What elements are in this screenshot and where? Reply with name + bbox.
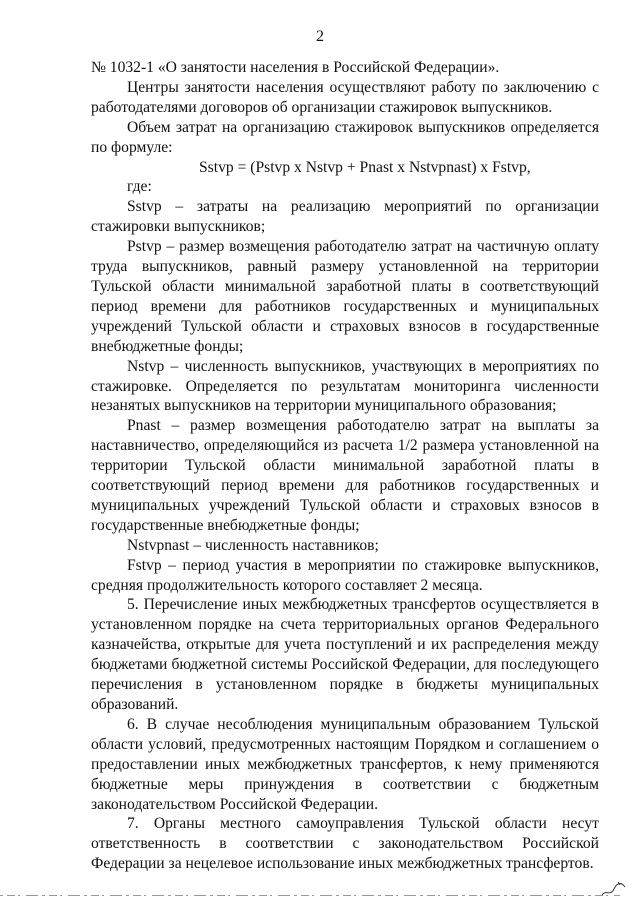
definition-pnast: Pnast – размер возмещения работодателю затрат на выплаты за наставничество, определяющийся из расчета 1/2 размера установленной на территории Тульской области минимальной заработной платы в соответствующий период времени для работников государственных и муниципальных учреждений Тульской области и страховых взносов в государственные внебюджетные фонды; [91, 417, 599, 534]
paragraph-where: где: [127, 178, 152, 196]
formula-sstvp: Sstvp = (Pstvp x Nstvp + Pnast x Nstvpnast) x Fstvp, [199, 158, 531, 176]
paragraph-employment-centers: Центры занятости населения осуществляют работу по заключению с работодателями договоров об организации стажировок выпускников. [91, 78, 599, 116]
definition-sstvp: Sstvp – затраты на реализацию мероприятий по организации стажировки выпускников; [91, 198, 599, 236]
definition-nstvp: Nstvp – численность выпускников, участвующих в мероприятиях по стажировке. Определяется по результатам мониторинга численности незанятых выпускников на территории муниципального образования; [91, 357, 599, 415]
scan-footer-noise [0, 894, 640, 897]
signature-mark [598, 879, 628, 899]
document-body [91, 58, 599, 874]
clause-6: 6. В случае несоблюдения муниципальным образованием Тульской области условий, предусмотренных настоящим Порядком и соглашением о предоставлении иных межбюджетных трансфертов, к нему применяются бюджетные меры принуждения в соответствии с бюджетным законодательством Российской Федерации. [91, 715, 599, 813]
definition-nstvpnast: Nstvpnast – численность наставников; [127, 536, 379, 554]
definition-pstvp: Pstvp – размер возмещения работодателю затрат на частичную оплату труда выпускников, равный размеру установленной на территории Тульской области минимальной заработной платы в соответствующий период времени для работников государственных и муниципальных учреждений Тульской области и страховых взносов в государственные внебюджетные фонды; [91, 238, 599, 355]
clause-7: 7. Органы местного самоуправления Тульской области несут ответственность в соответствии с законодательством Российской Федерации за нецелевое использование иных межбюджетных трансфертов. [91, 815, 599, 873]
clause-5: 5. Перечисление иных межбюджетных трансфертов осуществляется в установленном порядке на счета территориальных органов Федерального казначейства, открытые для учета поступлений и их распределения между бюджетами бюджетной системы Российской Федерации, для последующего перечисления в установленном порядке в бюджеты муниципальных образований. [91, 596, 599, 713]
paragraph-law-reference: № 1032-1 «О занятости населения в Российской Федерации». [91, 59, 500, 76]
definition-fstvp: Fstvp – период участия в мероприятии по стажировке выпускников, средняя продолжительность которого составляет 2 месяца. [91, 556, 599, 594]
paragraph-cost-formula-intro: Объем затрат на организацию стажировок выпускников определяется по формуле: [91, 118, 599, 156]
page-number: 2 [316, 28, 324, 45]
